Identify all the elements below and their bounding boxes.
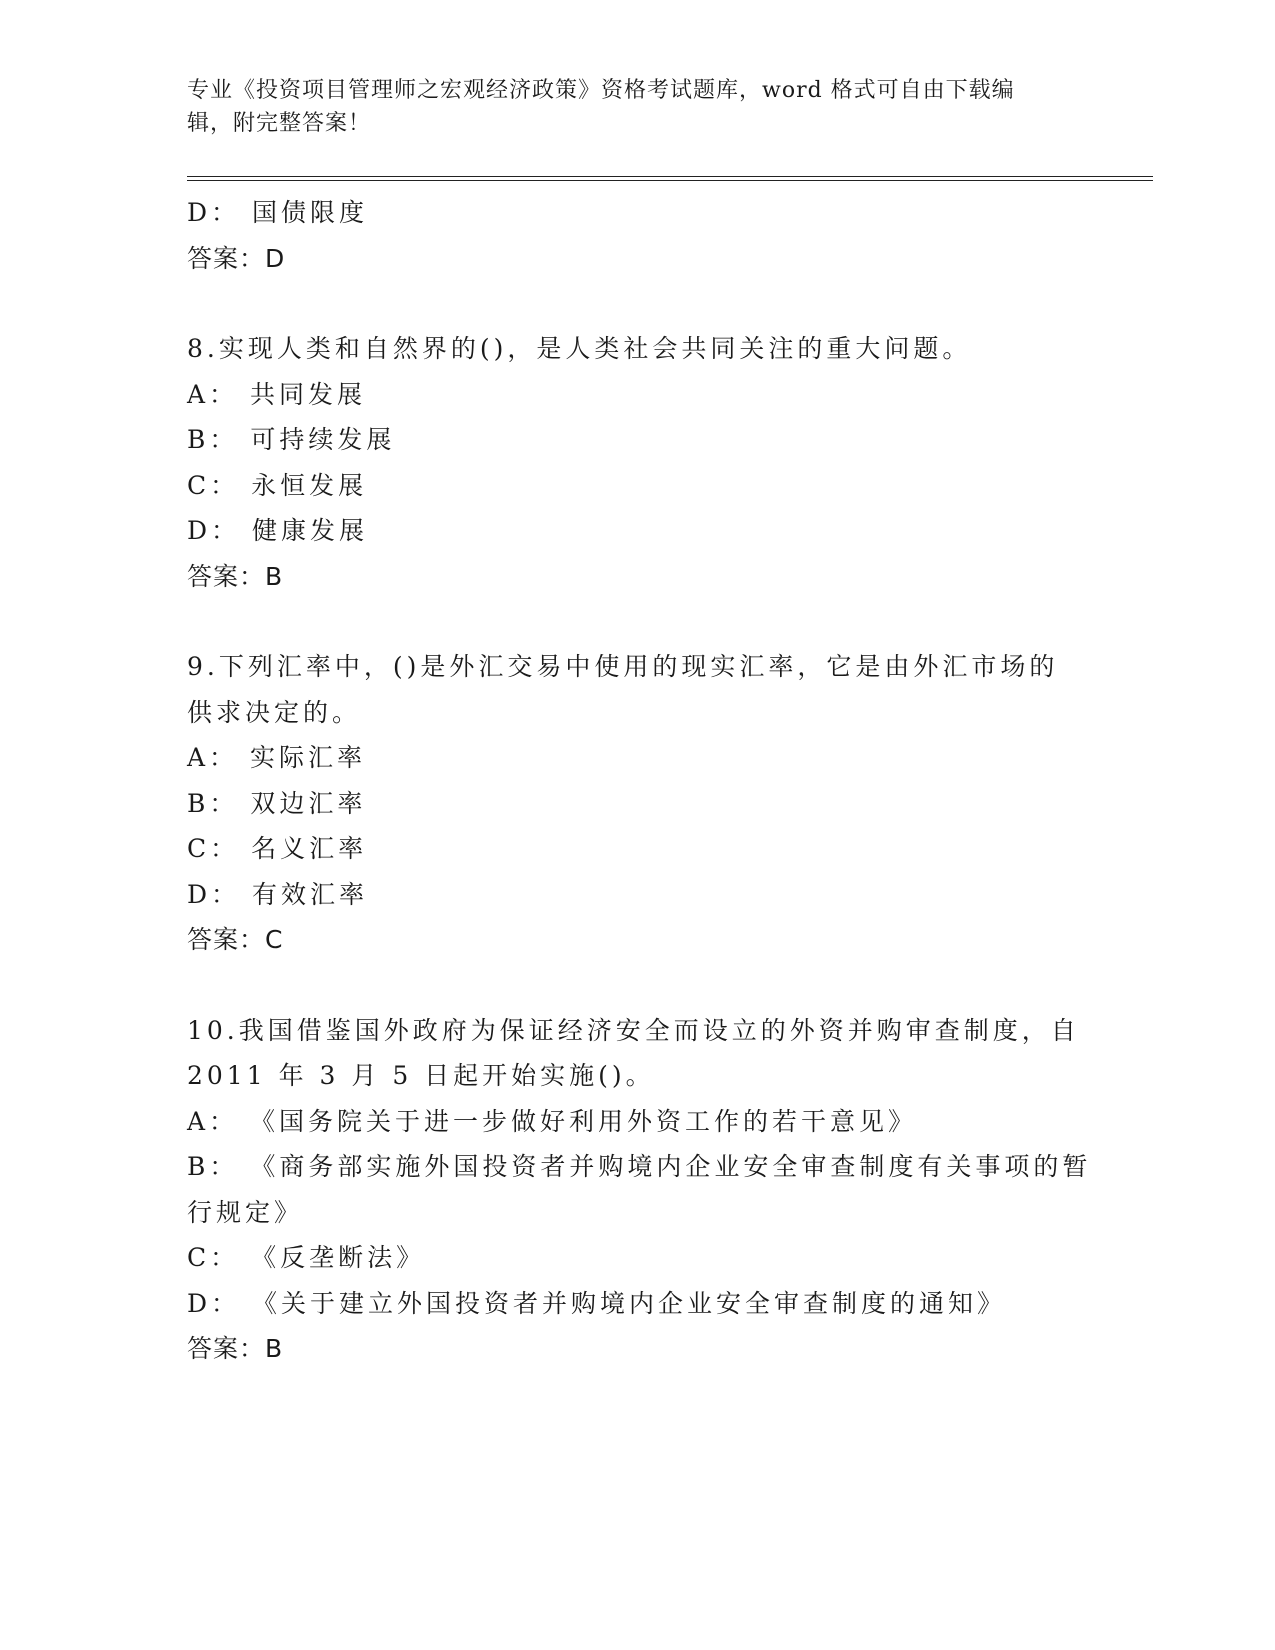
option-b-line-1: B： 《商务部实施外国投资者并购境内企业安全审查制度有关事项的暂 [187,1152,1092,1181]
option-d: D： 《关于建立外国投资者并购境内企业安全审查制度的通知》 [187,1288,1006,1318]
header-double-rule [187,176,1153,181]
header-intro-line-2: 辑，附完整答案！ [187,111,372,136]
option-c: C： 《反垄断法》 [187,1243,426,1272]
answer-line: 答案：B [187,561,284,591]
option-b: B： 双边汇率 [187,788,367,818]
question-stem-line-1: 9.下列汇率中，()是外汇交易中使用的现实汇率，它是由外汇市场的 [187,652,1059,681]
option-a: A： 共同发展 [187,379,367,409]
document-header [187,74,1067,140]
answer-line: 答案：B [187,1334,284,1363]
option-c: C： 名义汇率 [187,834,368,863]
option-d: D： 国债限度 [187,198,368,227]
answer-line: 答案：C [187,925,284,954]
option-d: D： 有效汇率 [187,879,368,909]
option-b-line-2: 行规定》 [187,1197,304,1227]
header-intro-line-1: 专业《投资项目管理师之宏观经济政策》资格考试题库，word 格式可自由下载编 [187,78,1015,103]
spacer [187,281,1087,326]
question-stem-line-1: 10.我国借鉴国外政府为保证经济安全而设立的外资并购审查制度，自 [187,1015,1080,1045]
option-d: D： 健康发展 [187,516,368,545]
option-c: C： 永恒发展 [187,470,368,500]
question-8 [187,326,1087,599]
question-9 [187,644,1087,963]
spacer [187,599,1087,644]
prev-question-block [187,190,1087,281]
option-a: A： 实际汇率 [187,743,367,772]
question-10 [187,1008,1092,1372]
question-content [187,190,1092,1372]
question-stem-line-2: 2011 年 3 月 5 日起开始实施()。 [187,1061,655,1090]
answer-line: 答案：D [187,243,286,273]
question-stem-line-2: 供求决定的。 [187,697,362,727]
option-b: B： 可持续发展 [187,425,396,454]
spacer [187,963,1087,1008]
option-a: A： 《国务院关于进一步做好利用外资工作的若干意见》 [187,1106,918,1136]
question-stem: 8.实现人类和自然界的()，是人类社会共同关注的重大问题。 [187,334,972,363]
